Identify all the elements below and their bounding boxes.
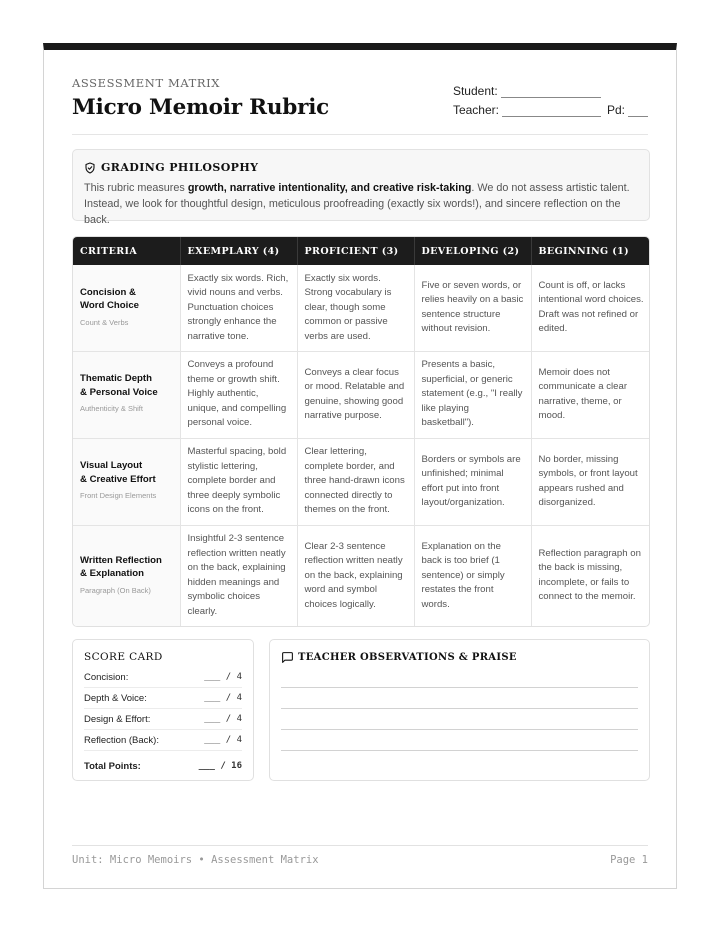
score-points-blank[interactable]: ___ / 4 xyxy=(204,714,242,724)
philosophy-text xyxy=(84,180,638,228)
student-field-row xyxy=(453,80,648,98)
level-cell-proficient: Conveys a clear focus or mood. Relatable and genuine, showing good narrative purpose. xyxy=(297,351,414,438)
page-header xyxy=(72,76,329,120)
score-points-blank[interactable]: ___ / 4 xyxy=(204,693,242,703)
philosophy-heading xyxy=(84,161,638,174)
teacher-observations-box xyxy=(269,639,650,781)
philosophy-text-end: . We do not assess artistic talent. Instead, we look for thoughtful design, meticulous proofreading (exactly six words!), and sincere reflection on the back. xyxy=(84,182,630,226)
observations-heading-text: TEACHER OBSERVATIONS & PRAISE xyxy=(298,652,517,663)
page-title: Micro Memoir Rubric xyxy=(72,95,330,120)
score-card-title: SCORE CARD xyxy=(84,651,163,663)
level-cell-developing: Presents a basic, superficial, or generic statement (e.g., "I really like playing basketball"). xyxy=(414,351,531,438)
score-label: Reflection (Back): xyxy=(84,734,159,746)
score-row-reflection xyxy=(84,730,242,751)
teacher-name-blank[interactable] xyxy=(502,104,601,117)
criteria-cell xyxy=(73,265,180,351)
level-cell-exemplary: Exactly six words. Rich, vivid nouns and verbs. Punctuation choices strongly enhance the narrative tone. xyxy=(180,265,297,351)
student-name-blank[interactable] xyxy=(501,85,601,98)
criteria-title: Visual Layout & Creative Effort xyxy=(80,460,156,485)
period-label: Pd: xyxy=(606,103,625,117)
philosophy-text-start: This rubric measures xyxy=(84,182,188,194)
teacher-label: Teacher: xyxy=(452,103,499,117)
criteria-subtitle: Count & Verbs xyxy=(80,317,129,327)
score-row-depth-voice xyxy=(84,688,242,709)
header-divider xyxy=(72,134,648,135)
score-card xyxy=(72,639,254,781)
grading-philosophy-box xyxy=(72,149,650,226)
level-cell-exemplary: Insightful 2-3 sentence reflection written neatly on the back, explaining hidden meanings and symbolic choices clearly. xyxy=(180,525,297,626)
rubric-row-thematic-depth xyxy=(73,351,650,438)
criteria-cell xyxy=(73,438,180,525)
header-developing: DEVELOPING (2) xyxy=(414,237,531,265)
observation-writing-line[interactable] xyxy=(281,730,638,751)
rubric-row-concision xyxy=(73,265,650,351)
score-row-concision xyxy=(84,667,242,688)
level-cell-developing: Five or seven words, or relies heavily on a basic sentence structure without revision. xyxy=(414,265,531,351)
level-cell-developing: Borders or symbols are unfinished; minimal effort put into front layout/organization. xyxy=(414,438,531,525)
shield-check-icon xyxy=(84,162,96,174)
score-label: Design & Effort: xyxy=(84,713,151,725)
observation-writing-line[interactable] xyxy=(281,709,638,730)
level-cell-proficient: Clear 2-3 sentence reflection written neatly on the back, explaining word and symbol choices logically. xyxy=(297,525,414,626)
header-beginning: BEGINNING (1) xyxy=(531,237,650,265)
footer-page-number: Page 1 xyxy=(610,854,648,866)
page-footer xyxy=(72,845,648,866)
score-row-total xyxy=(84,753,242,779)
level-cell-proficient: Exactly six words. Strong vocabulary is clear, though some common or passive verbs are used. xyxy=(297,265,414,351)
observations-heading xyxy=(281,651,638,664)
criteria-cell xyxy=(73,351,180,438)
philosophy-text-emphasis: growth, narrative intentionality, and creative risk-taking xyxy=(187,182,472,194)
rubric-table xyxy=(72,236,650,627)
criteria-cell xyxy=(73,525,180,626)
student-info-fields xyxy=(453,80,648,118)
rubric-row-visual-layout xyxy=(73,438,650,525)
score-label: Depth & Voice: xyxy=(84,692,147,704)
criteria-title: Written Reflection & Explanation xyxy=(80,554,162,579)
score-label: Concision: xyxy=(84,671,129,683)
teacher-field-row xyxy=(453,99,648,117)
rubric-header-row xyxy=(73,237,650,265)
criteria-subtitle: Front Design Elements xyxy=(80,491,157,501)
level-cell-beginning: Memoir does not communicate a clear narrative, theme, or mood. xyxy=(531,351,650,438)
observation-lines xyxy=(281,667,638,751)
criteria-subtitle: Authenticity & Shift xyxy=(80,404,143,414)
score-points-blank[interactable]: ___ / 4 xyxy=(204,735,242,745)
score-row-design-effort xyxy=(84,709,242,730)
level-cell-exemplary: Conveys a profound theme or growth shift. Highly authentic, unique, and compelling personal voice. xyxy=(180,351,297,438)
header-exemplary: EXEMPLARY (4) xyxy=(180,237,297,265)
observation-writing-line[interactable] xyxy=(281,688,638,709)
level-cell-beginning: Count is off, or lacks intentional word choices. Draft was not refined or edited. xyxy=(538,279,644,335)
philosophy-heading-text: GRADING PHILOSOPHY xyxy=(101,161,259,174)
level-cell-beginning: Reflection paragraph on the back is missing, incomplete, or fails to connect to the memoir. xyxy=(531,525,650,626)
page-kicker: ASSESSMENT MATRIX xyxy=(72,76,221,90)
period-blank[interactable] xyxy=(628,104,648,117)
header-proficient: PROFICIENT (3) xyxy=(297,237,414,265)
level-cell-developing: Explanation on the back is too brief (1 sentence) or simply restates the front words. xyxy=(414,525,531,626)
criteria-title: Concision & Word Choice xyxy=(80,286,139,311)
criteria-subtitle: Paragraph (On Back) xyxy=(80,585,151,595)
rubric-row-written-reflection xyxy=(73,525,650,626)
total-label: Total Points: xyxy=(84,760,141,772)
rubric-page xyxy=(43,43,677,889)
level-cell-beginning: No border, missing symbols, or front layout appears rushed and disorganized. xyxy=(531,438,650,525)
footer-unit-label: Unit: Micro Memoirs • Assessment Matrix xyxy=(72,854,319,866)
message-square-icon xyxy=(281,651,294,664)
criteria-title: Thematic Depth & Personal Voice xyxy=(80,373,158,398)
observation-writing-line[interactable] xyxy=(281,667,638,688)
total-points-blank[interactable]: ___ / 16 xyxy=(198,761,242,771)
level-cell-exemplary: Masterful spacing, bold stylistic lettering, complete border and three deeply symbolic icons on the front. xyxy=(180,438,297,525)
header-criteria: CRITERIA xyxy=(73,237,180,265)
level-cell-proficient: Clear lettering, complete border, and three hand-drawn icons connected directly to themes on the front. xyxy=(297,438,414,525)
score-points-blank[interactable]: ___ / 4 xyxy=(204,672,242,682)
student-label: Student: xyxy=(452,84,498,98)
